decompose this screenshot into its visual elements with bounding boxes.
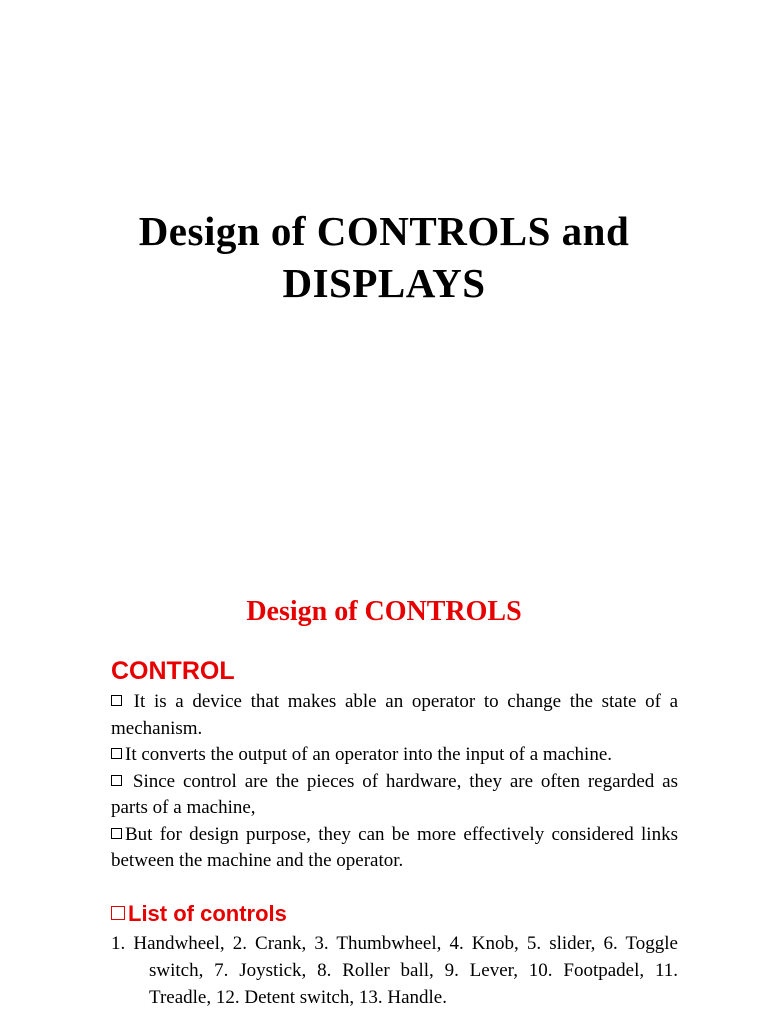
bullet-item (111, 769, 678, 822)
bullet-item (111, 689, 678, 742)
bullet-text: Since control are the pieces of hardware, they are often regarded as parts of a machine, (111, 770, 679, 818)
list-of-controls-heading (111, 899, 287, 929)
control-heading: CONTROL (111, 657, 235, 685)
controls-list: 1. Handwheel, 2. Crank, 3. Thumbwheel, 4. Knob, 5. slider, 6. Toggle switch, 7. Joystick, 8. Roller ball, 9. Lever, 10. Footpadel, 11. Treadle, 12. Detent switch, 13. Handle. (111, 933, 678, 1008)
bullet-text: It is a device that makes able an operator to change the state of a mechanism. (111, 691, 678, 739)
main-title-line-1: Design of CONTROLS and (138, 208, 630, 254)
bullet-item (111, 822, 678, 875)
checkbox-square-icon (111, 906, 125, 920)
checkbox-square-icon (111, 775, 122, 786)
control-definition-list (111, 689, 678, 875)
checkbox-square-icon (111, 695, 122, 706)
main-title (0, 205, 768, 309)
list-heading-text: List of controls (128, 901, 287, 926)
bullet-text: But for design purpose, they can be more effectively considered links between the machine and the operator. (111, 823, 678, 871)
bullet-text: It converts the output of an operator into the input of a machine. (125, 744, 612, 765)
checkbox-square-icon (111, 828, 122, 839)
section-title: Design of CONTROLS (246, 596, 522, 627)
main-title-line-2: DISPLAYS (282, 260, 486, 306)
checkbox-square-icon (111, 748, 122, 759)
bullet-item (111, 742, 678, 769)
